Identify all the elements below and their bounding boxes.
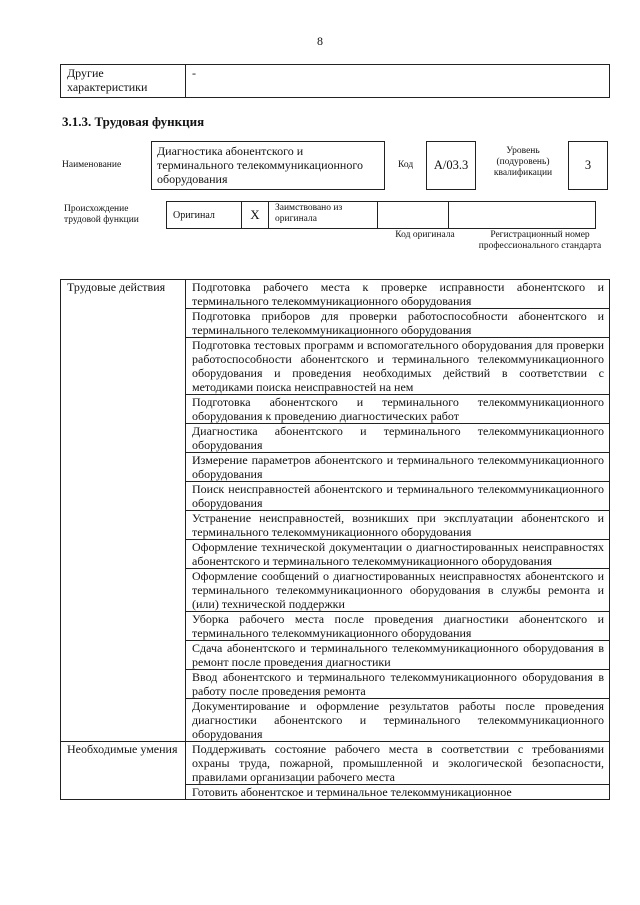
name-label: Наименование: [62, 160, 122, 170]
labor-function-table: [60, 279, 610, 800]
original-label: Оригинал: [167, 202, 242, 229]
other-characteristics-label: Другие характеристики: [61, 65, 186, 98]
registration-number-caption: Регистрационный номер профессионального стандарта: [478, 230, 602, 251]
table-row: [61, 65, 610, 98]
section-title: 3.1.3. Трудовая функция: [62, 114, 205, 129]
qualification-level-field: 3: [568, 141, 608, 190]
labor-action-item: Поиск неисправностей абонентского и терминального телекоммуникационного оборудования: [186, 482, 610, 511]
labor-action-item: Диагностика абонентского и терминального телекоммуникационного оборудования: [186, 424, 610, 453]
function-name-field: Диагностика абонентского и терминального телекоммуникационного оборудования: [151, 141, 385, 190]
labor-action-item: Подготовка абонентского и терминального телекоммуникационного оборудования к проведению диагностических работ: [186, 395, 610, 424]
function-code-field: A/03.3: [426, 141, 476, 190]
labor-action-item: Сдача абонентского и терминального телекоммуникационного оборудования в ремонт после проведения диагностики: [186, 641, 610, 670]
other-characteristics-value: -: [186, 65, 610, 98]
required-skill-item: Готовить абонентское и терминальное телекоммуникационное: [186, 785, 610, 800]
page-number: 8: [317, 34, 323, 48]
original-code-cell: [378, 202, 449, 229]
table-row: [61, 742, 610, 785]
labor-action-item: Уборка рабочего места после проведения диагностики абонентского и терминального телекоммуникационного оборудования: [186, 612, 610, 641]
origin-table: [166, 201, 596, 229]
labor-action-item: Подготовка рабочего места к проверке исправности абонентского и терминального телекоммуникационного оборудования: [186, 280, 610, 309]
table-row: [167, 202, 596, 229]
origin-label: Происхождение трудовой функции: [64, 204, 139, 225]
labor-action-item: Устранение неисправностей, возникших при эксплуатации абонентского и терминального телекоммуникационного оборудования: [186, 511, 610, 540]
borrowed-label: Заимствовано из оригинала: [269, 202, 378, 229]
table-row: [61, 280, 610, 309]
code-label: Код: [398, 160, 414, 170]
labor-action-item: Оформление технической документации о диагностированных неисправностях абонентского и терминального телекоммуникационного оборудования: [186, 540, 610, 569]
labor-action-item: Ввод абонентского и терминального телекоммуникационного оборудования в работу после проведения ремонта: [186, 670, 610, 699]
registration-number-cell: [449, 202, 596, 229]
other-characteristics-table: [60, 64, 610, 98]
labor-action-item: Измерение параметров абонентского и терминального телекоммуникационного оборудования: [186, 453, 610, 482]
required-skills-label: Необходимые умения: [61, 742, 186, 800]
labor-action-item: Документирование и оформление результатов работы после проведения диагностики абонентского и терминального телекоммуникационного оборудования: [186, 699, 610, 742]
original-code-caption: Код оригинала: [395, 230, 455, 240]
qualification-level-label: Уровень (подуровень) квалификации: [493, 146, 553, 178]
labor-action-item: Подготовка тестовых программ и вспомогательного оборудования для проверки работоспособности абонентского и терминального телекоммуникационного оборудования и проведения необходимых действий в соответствии с методиками поиска неисправностей на нем: [186, 338, 610, 395]
required-skill-item: Поддерживать состояние рабочего места в соответствии с требованиями охраны труда, пожарной, промышленной и экологической безопасности, правилами организации рабочего места: [186, 742, 610, 785]
original-mark: X: [242, 202, 269, 229]
labor-action-item: Оформление сообщений о диагностированных неисправностях абонентского и терминального телекоммуникационного оборудования в службы ремонта и (или) технической поддержки: [186, 569, 610, 612]
labor-action-item: Подготовка приборов для проверки работоспособности абонентского и терминального телекоммуникационного оборудования: [186, 309, 610, 338]
labor-actions-label: Трудовые действия: [61, 280, 186, 742]
